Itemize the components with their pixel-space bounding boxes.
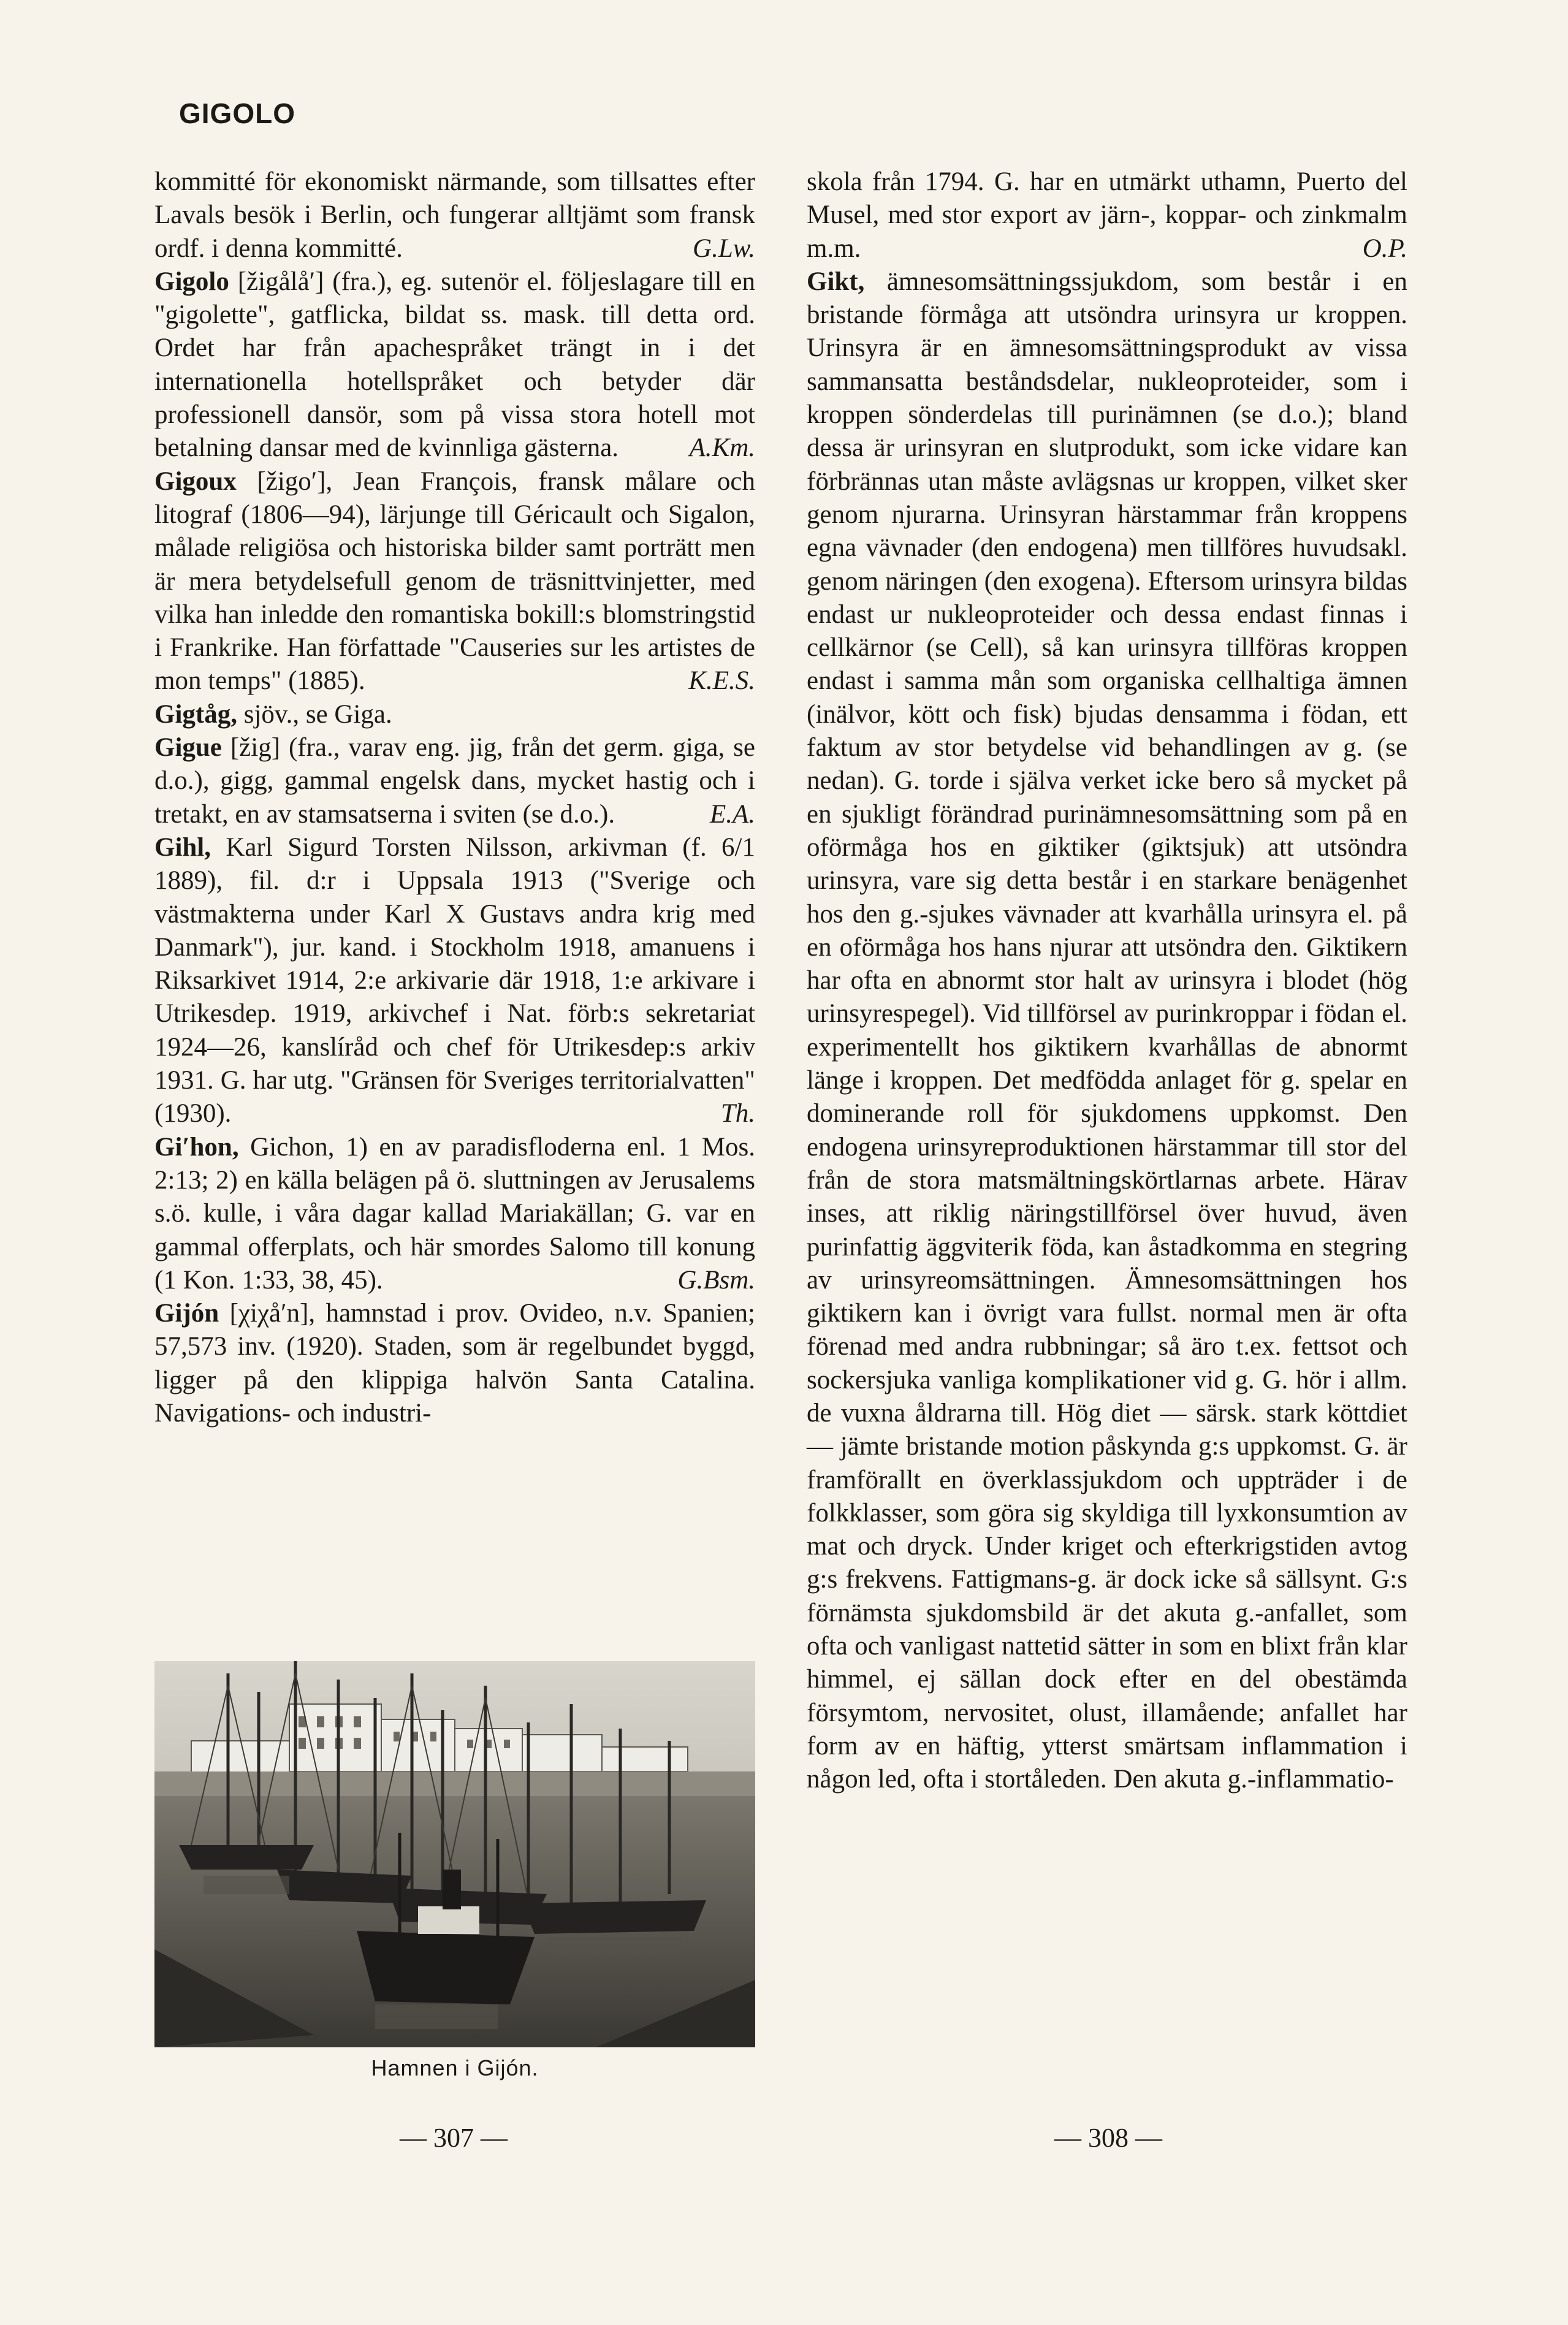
author-signature: Th. — [720, 1099, 755, 1128]
article-entry — [154, 166, 755, 265]
author-signature: G.Lw. — [693, 234, 755, 263]
entry-text: ämnesomsättningssjukdom, som består i en bristande förmåga att utsöndra urinsyra ur kroppen. Urinsyra är en ämnesomsättningsprodukt av vissa sammansatta beståndsdelar, nukleoproteider, som i kroppen sönderdelas till purinämnen (se d.o.); bland dessa är urinsyran en slutprodukt, som icke vidare kan förbrännas utan måste avlägsnas ur kroppen, vilket sker genom njurarna. Urinsyran härstammar från kroppens egna vävnader (den endogena) men tillföres huvudsakl. genom näringen (den exogena). Eftersom urinsyra bildas endast ur nukleoproteider och dessa endast finnas i cellkärnor (se Cell), så kan urinsyra tillföras kroppen endast i samma mån som organiska cellhaltiga ämnen (inälvor, kött och fisk) bjudas densamma i födan, ett faktum av stor betydelse vid behandlingen av g. (se nedan). G. torde i själva verket icke bero så mycket på en sjukligt förändrad purinämnesomsättning som på en oförmåga hos en giktiker (giktsjuk) att utsöndra urinsyra, vare sig detta består i en starkare benägenhet hos den g.-sjukes vävnader att kvarhålla urinsyra el. på en oförmåga hos hans njurar att utsöndra den. Giktikern har ofta en abnormt stor halt av urinsyra i blodet (hög urinsyrespegel). Vid tillförsel av purinkroppar i födan el. experimentellt hos giktikern kvarhållas de abnormt länge i kroppen. Det medfödda anlaget för g. spelar en dominerande roll för sjukdomens uppkomst. Den endogena urinsyreproduktionen härstammar till stor del från de stora matsmältningskörtlarnas arbete. Härav inses, att riklig näringstillförsel över huvud, även purinfattig äggviterik föda, kan åstadkomma en stegring av urinsyreomsättningen. Ämnesomsättningen hos giktikern kan i övrigt vara fullst. normal men är ofta förenad med andra rubbningar; så äro t.ex. fettsot och sockersjuka vanliga komplikationer vid g. G. hör i allm. de vuxna åldrarna till. Hög diet — särsk. stark köttdiet — jämte bristande motion påskynda g:s uppkomst. G. är framförallt en överklassjukdom och uppträder i de folkklasser, som göra sig skyldiga till lyxkonsumtion av mat och dryck. Under kriget och efterkrigstiden avtog g:s frekvens. Fattigmans-g. är dock icke så sällsynt. G:s förnämsta sjukdomsbild är det akuta g.-anfallet, som ofta och vanligast nattetid sätter in som en blixt från klar himmel, ej sällan dock efter en del obestämda försymtom, nervositet, olust, illamående; anfallet har form av en häftig, ytterst smärtsam inflammation i någon led, ofta i stortåleden. Den akuta g.-inflammatio- — [807, 267, 1407, 1794]
article-entry — [154, 1297, 755, 1430]
author-signature: O.P. — [1362, 234, 1407, 263]
entry-text: [χiχå′n], hamnstad i prov. Ovideo, n.v. Spanien; 57,573 inv. (1920). Staden, som är regelbundet byggd, ligger på den klippiga halvön Santa Catalina. Navigations- och industri- — [154, 1299, 755, 1428]
page-number-right: — 308 — — [1054, 2123, 1162, 2153]
page-number-left: — 307 — — [400, 2123, 508, 2153]
article-entry — [154, 698, 755, 731]
headword: Gigoux — [154, 466, 237, 496]
author-signature: A.Km. — [689, 433, 755, 463]
headword: Gihl, — [154, 832, 211, 862]
headword: Gigue — [154, 733, 222, 763]
entry-text: sjöv., se Giga. — [237, 699, 392, 729]
author-signature: K.E.S. — [688, 666, 755, 696]
headword: Gi′hon, — [154, 1132, 239, 1162]
article-entry — [807, 265, 1407, 1797]
article-entry — [154, 1131, 755, 1297]
entry-text: Karl Sigurd Torsten Nilsson, arkivman (f. 6/1 1889), fil. d:r i Uppsala 1913 ("Sverige och västmakterna under Karl X Gustavs andra krig med Danmark"), jur. kand. i Stockholm 1918, amanuens i Riksarkivet 1914, 2:e arkivarie där 1918, 1:e arkivare i Utrikesdep. 1919, arkivchef i Nat. förb:s sekretariat 1924—26, kanslíråd och chef för Utrikesdep:s arkiv 1931. G. har utg. "Gränsen för Sveriges territorialvatten" (1930). — [154, 832, 755, 1128]
figure-caption: Hamnen i Gijón. — [371, 2055, 539, 2080]
running-head: GIGOLO — [179, 97, 295, 129]
headword: Gijón — [154, 1299, 219, 1328]
harbor-photo — [154, 1661, 755, 2047]
entry-text: [žig] (fra., varav eng. jig, från det germ. giga, se d.o.), gigg, gammal engelsk dans, mycket hastig och i tretakt, en av stamsatserna i sviten (se d.o.). — [154, 733, 755, 829]
article-entry — [154, 265, 755, 465]
entry-text: [žigålå′] (fra.), eg. sutenör el. följeslagare till en "gigolette", gatflicka, bildat ss. mask. till detta ord. Ordet har från apachespråket trängt in i det internationella hotellspråket och betyder där professionell dansör, som på vissa stora hotell mot betalning dansar med de kvinnliga gästerna. — [154, 267, 755, 463]
headword: Gikt, — [807, 267, 865, 296]
entry-text: Gichon, 1) en av paradisfloderna enl. 1 Mos. 2:13; 2) en källa belägen på ö. sluttningen av Jerusalems s.ö. kulle, i våra dagar kallad Mariakällan; G. var en gammal offerplats, och här smordes Salomo till konung (1 Kon. 1:33, 38, 45). — [154, 1132, 755, 1295]
article-entry — [154, 831, 755, 1131]
article-entry — [154, 731, 755, 831]
entry-text: skola från 1794. G. har en utmärkt uthamn, Puerto del Musel, med stor export av järn-, koppar- och zinkmalm m.m. — [807, 167, 1407, 263]
article-entry — [807, 166, 1407, 265]
headword: Gigtåg, — [154, 699, 237, 729]
author-signature: E.A. — [709, 799, 755, 829]
right-column — [807, 166, 1407, 1797]
entry-text: kommitté för ekonomiskt närmande, som tillsattes efter Lavals besök i Berlin, och fungerar alltjämt som fransk ordf. i denna kommitté. — [154, 167, 755, 263]
headword: Gigolo — [154, 267, 229, 296]
article-entry — [154, 465, 755, 698]
left-column — [154, 166, 755, 1430]
author-signature: G.Bsm. — [677, 1265, 755, 1295]
entry-text: [žigo′], Jean François, fransk målare och litograf (1806—94), lärjunge till Géricault och Sigalon, målade religiösa och historiska bilder samt porträtt men är mera betydelsefull genom de träsnittvinjetter, med vilka han inledde den romantiska bokill:s blomstringstid i Frankrike. Han författade "Causeries sur les artistes de mon temps" (1885). — [154, 466, 755, 696]
